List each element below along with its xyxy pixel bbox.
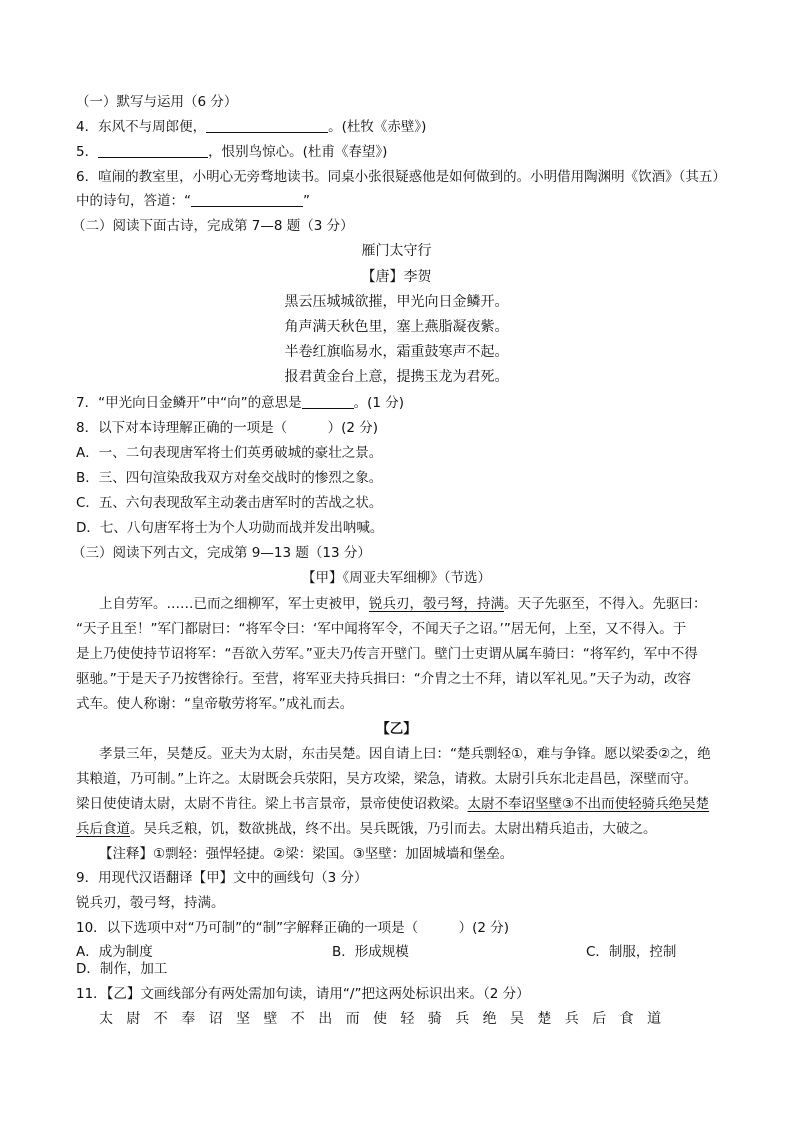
q7-text-before: 7．“甲光向日金鳞开”中“向”的意思是 xyxy=(76,395,302,411)
question-5 xyxy=(76,143,387,161)
jia-passage-line: “天子且至！”军门都尉曰：“将军令曰：‘军中闻将军令，不闻天子之诏。’”居无何，上至，又不得入。于 xyxy=(76,621,687,637)
question-6-line1: 6．喧闹的教室里，小明心无旁骛地读书。同桌小张很疑惑他是如何做到的。小明借用陶渊明《饮酒》（其五） xyxy=(76,169,726,185)
jia-passage-title: 【甲】《周亚夫军细柳》（节选） xyxy=(302,570,491,586)
q8-option[interactable]: D．七、八句唐军将士为个人功勋而战并发出呐喊。 xyxy=(76,520,384,536)
q6-text-after: ” xyxy=(303,193,310,209)
jia-line1-start: 上自劳军。……已而之细柳军，军士吏被甲， xyxy=(99,596,369,612)
q10-option[interactable]: C．制服，控制 xyxy=(586,944,677,960)
poem-author: 【唐】李贺 xyxy=(361,269,432,285)
jia-passage-line: 是上乃使使持节诏将军：“吾欲入劳军。”亚夫乃传言开壁门。壁门士吏谓从属车骑曰：“将军约，军中不得 xyxy=(76,646,698,662)
question-7 xyxy=(76,394,404,412)
yi-passage-line: 其粮道，乃可制。”上许之。太尉既会兵荥阳，吴方攻梁，梁急，请救。太尉引兵东北走昌邑，深壁而守。 xyxy=(76,771,698,787)
q4-text-after: 。(杜牧《赤壁》) xyxy=(328,119,427,135)
poem-line: 报君黄金台上意，提携玉龙为君死。 xyxy=(284,369,509,385)
jia-passage-line: 驱驰。”于是天子乃按辔徐行。至营，将军亚夫持兵揖曰：“介胄之士不拜，请以军礼见。”天子为动，改容 xyxy=(76,671,691,687)
yi-passage-line xyxy=(76,820,657,838)
jia-underlined-sentence: 锐兵刃，彀弓弩，持满 xyxy=(369,596,504,612)
yi-passage-line: 孝景三年，吴楚反。亚夫为太尉，东击吴楚。因自请上曰：“楚兵剽轻①，难与争锋。愿以梁委②之，绝 xyxy=(99,746,711,762)
q10-option[interactable]: B．形成规模 xyxy=(332,944,409,960)
jia-line1-end: 。天子先驱至，不得入。先驱曰： xyxy=(504,596,707,612)
question-6-line2 xyxy=(76,192,310,210)
poem-line: 角声满天秋色里，塞上燕脂凝夜紫。 xyxy=(284,319,509,335)
question-11-stem: 11．【乙】文画线部分有两处需加句读，请用“/”把这两处标识出来。（2 分） xyxy=(76,986,530,1002)
q11-character-row[interactable]: 太尉不奉诏坚壁不出而使轻骑兵绝吴楚兵后食道 xyxy=(99,1011,675,1027)
poem-line: 半卷红旗临易水，霜重鼓寒声不起。 xyxy=(284,344,509,360)
poem-title: 雁门太守行 xyxy=(361,243,432,259)
section3-heading: （三）阅读下列古文，完成第 9—13 题（13 分） xyxy=(72,545,371,561)
yi-underlined-part1: 太尉不奉诏坚壁③不出而使轻骑兵绝吴楚 xyxy=(467,796,710,812)
annotation-notes: 【注释】①剽轻：强悍轻捷。②梁：梁国。③坚壁：加固城墙和堡垒。 xyxy=(99,846,514,862)
q5-text-before: 5． xyxy=(76,144,99,160)
yi-underlined-part2: 兵后食道 xyxy=(76,821,130,837)
yi-passage-line xyxy=(76,795,709,813)
yi-passage-title: 【乙】 xyxy=(376,721,417,737)
q7-text-after: 。(1 分) xyxy=(353,395,404,411)
q6-text-before: 中的诗句，答道：“ xyxy=(76,193,191,209)
q10-option[interactable]: A．成为制度 xyxy=(76,944,153,960)
q6-answer-blank[interactable] xyxy=(191,192,303,207)
jia-passage-line xyxy=(99,595,707,613)
q8-option[interactable]: B．三、四句渲染敌我双方对垒交战时的惨烈之象。 xyxy=(76,470,383,486)
q8-option[interactable]: C．五、六句表现敌军主动袭击唐军时的苦战之状。 xyxy=(76,495,383,511)
section2-heading: （二）阅读下面古诗，完成第 7—8 题（3 分） xyxy=(72,218,354,234)
q7-answer-blank[interactable] xyxy=(302,394,354,409)
section1-heading: （一）默写与运用（6 分） xyxy=(76,94,238,110)
q8-option[interactable]: A．一、二句表现唐军将士们英勇破城的豪壮之景。 xyxy=(76,445,383,461)
q9-sentence: 锐兵刃，彀弓弩，持满。 xyxy=(76,895,225,911)
q4-text-before: 4．东风不与周郎便， xyxy=(76,119,207,135)
q10-option[interactable]: D．制作，加工 xyxy=(76,961,168,977)
q5-text-after: ，恨别鸟惊心。(杜甫《春望》) xyxy=(208,144,388,160)
question-8-stem: 8．以下对本诗理解正确的一项是（ ）(2 分) xyxy=(76,420,379,436)
q4-answer-blank[interactable] xyxy=(206,118,328,133)
question-9-stem: 9．用现代汉语翻译【甲】文中的画线句（3 分） xyxy=(76,870,368,886)
question-10-stem: 10．以下选项中对“乃可制”的“制”字解释正确的一项是（ ）(2 分) xyxy=(76,920,510,936)
jia-passage-line: 式车。使人称谢：“皇帝敬劳将军。”成礼而去。 xyxy=(76,696,354,712)
poem-line: 黑云压城城欲摧，甲光向日金鳞开。 xyxy=(284,294,509,310)
q5-answer-blank[interactable] xyxy=(98,143,208,158)
yi-line4-text: 。吴兵乏粮，饥，数欲挑战，终不出。吴兵既饿，乃引而去。太尉出精兵追击，大破之。 xyxy=(130,821,657,837)
yi-line3-text: 梁日使使请太尉，太尉不肯往。梁上书言景帝，景帝使使诏救梁。 xyxy=(76,796,468,812)
question-4 xyxy=(76,118,426,136)
